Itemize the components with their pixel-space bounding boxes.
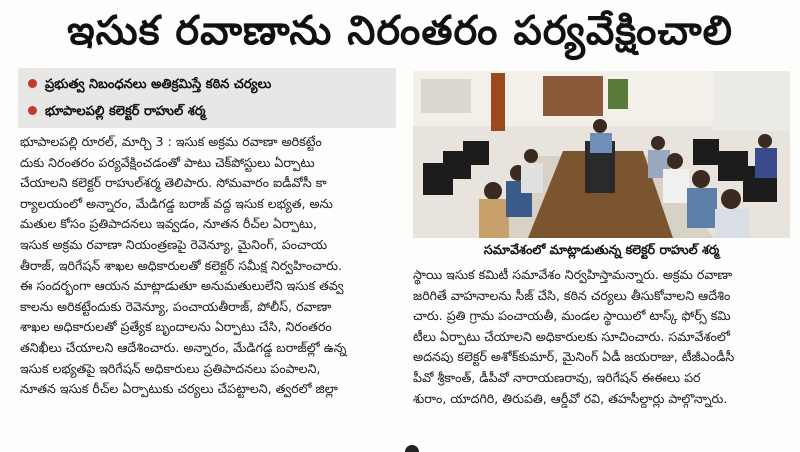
article-line: మతుల కోసం ప్రతిపాదనలు ఇవ్వడం, నూతన రీచ్‌ల ఏర్పాటు,: [20, 216, 318, 232]
highlight-text: ప్రభుత్వ నిబంధనలు అతిక్రమిస్తే కఠిన చర్యలు: [45, 77, 272, 92]
highlight-item: [28, 73, 271, 97]
article-line: జరిగితే వాహనాలను సీజ్ చేసి, కఠిన చర్యలు తీసుకోవాలని ఆదేశిం: [413, 287, 731, 303]
article-line: చేయాలని కలెక్టర్ రాహుల్‌శర్మ తెలిపారు. సోమవారం ఐడీవోసీ కా: [20, 175, 327, 191]
bullet-icon: [28, 79, 37, 88]
article-line: నూతన ఇసుక రీచ్‌ల ఏర్పాటుకు చర్యలు చేపట్టాలని, త్వరలో జిల్లా: [20, 381, 338, 397]
next-article-fragment: [405, 445, 419, 452]
headline: ఇసుక రవాణాను నిరంతరం పర్యవేక్షించాలి: [67, 8, 733, 54]
article-line: తీరాజ్, ఇరిగేషన్ శాఖల అధికారులతో కలెక్టర్ సమీక్ష నిర్వహించారు.: [20, 257, 342, 273]
bullet-icon: [28, 106, 37, 115]
article-line: ఇసుక లభ్యతపై ఇరిగేషన్ అధికారులు ప్రతిపాదనలు పంపాలని,: [20, 360, 321, 376]
highlight-text: భూపాలపల్లి కలెక్టర్ రాహుల్ శర్మ: [45, 104, 206, 119]
article-line: పీవో శ్రీకాంత్, డీపీవో నారాయణరావు, ఇరిగేషన్ ఈఈలు పర: [413, 369, 701, 385]
article-line: అదనపు కలెక్టర్ అశోక్‌కుమార్, మైనింగ్ ఏడీ జయరాజు, టీజీఎండీసీ: [413, 349, 735, 365]
article-line: కాలను అరికట్టేందుకు రెవెన్యూ, పంచాయతీరాజ్, పోలీస్, రవాణా: [20, 298, 332, 314]
meeting-photo: [413, 71, 790, 238]
article-line: ఇసుక అక్రమ రవాణా నియంత్రణపై రెవెన్యూ, మైనింగ్, పంచాయ: [20, 236, 328, 252]
article-line: తనిఖీలు చేయాలని ఆదేశించారు. అన్నారం, మేడిగడ్డ బరాజ్‌ల్లో ఉన్న: [20, 339, 347, 355]
article-column-left: [20, 132, 395, 400]
article-line: చారు. ప్రతి గ్రామ పంచాయతీ, మండల స్థాయిలో టాస్క్ ఫోర్స్ కమి: [413, 308, 731, 324]
article-line: ఈ సందర్భంగా ఆయన మాట్లాడుతూ అనుమతులులేని ఇసుక తవ్వ: [20, 278, 344, 294]
photo-caption: సమావేశంలో మాట్లాడుతున్న కలెక్టర్ రాహుల్ శర్మ: [483, 242, 720, 257]
article-line: ర్యాలయంలో అన్నారం, మేడిగడ్డ బరాజ్ వద్ద ఇసుక లభ్యత, అను: [20, 195, 333, 211]
highlight-item: [28, 100, 206, 124]
article-line: దుకు నిరంతరం పర్యవేక్షించడంతో పాటు చెక్‌పోస్టులు ఏర్పాటు: [20, 154, 315, 170]
article-line: శాఖల అధికారులతో ప్రత్యేక బృందాలను ఏర్పాటు చేసి, నిరంతరం: [20, 319, 332, 335]
article-line: స్థాయి ఇసుక కమిటీ సమావేశం నిర్వహిస్తామన్నారు. అక్రమ రవాణా: [413, 267, 733, 282]
article-line: టీలు ఏర్పాటు చేయాలని అధికారులకు సూచించారు. సమావేశంలో: [413, 328, 730, 344]
highlights-box: [18, 68, 396, 128]
article-line: భూపాలపల్లి రూరల్, మార్చి 3 : ఇసుక అక్రమ రవాణా అరికట్టేం: [20, 134, 322, 149]
article-line: శురాం, యాదగిరి, తిరుపతి, ఆర్డీవో రవి, తహసీల్దార్లు పాల్గొన్నారు.: [413, 390, 728, 406]
article-column-right: [413, 265, 788, 409]
